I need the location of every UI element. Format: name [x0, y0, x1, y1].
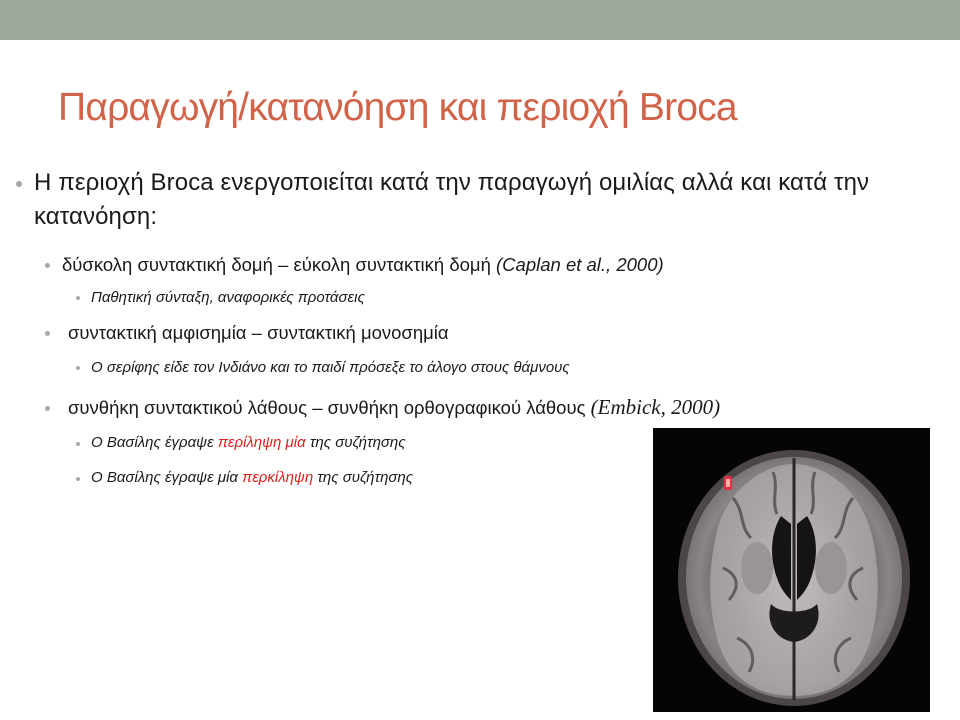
main-bullet: Η περιοχή Broca ενεργοποιείται κατά την παραγωγή ομιλίας αλλά και κατά την κατανόηση:: [34, 169, 870, 230]
bullet-dot: [76, 296, 80, 300]
example-1-highlight: περίληψη μία: [217, 434, 306, 451]
bullet-dot: [76, 366, 80, 370]
sub-bullet-1-example: Παθητική σύνταξη, αναφορικές προτάσεις: [91, 289, 365, 306]
example-2-after: της συζήτησης: [313, 469, 414, 486]
sub-bullet-1-text: δύσκολη συντακτική δομή – εύκολη συντακτική δομή: [62, 254, 497, 275]
sub-bullet-1-citation: (Caplan et al., 2000): [496, 254, 664, 275]
example-2-highlight: περκίληψη: [242, 469, 314, 486]
top-band: [0, 0, 960, 40]
bullet-dot: [16, 181, 22, 187]
bullet-dot: [45, 263, 50, 268]
brain-mri-image: [653, 428, 930, 712]
example-2-before: Ο Βασίλης έγραψε μία: [91, 469, 243, 486]
bullet-dot: [45, 331, 50, 336]
sub-bullet-3-text: συνθήκη συντακτικού λάθους – συνθήκη ορθογραφικού λάθους: [68, 397, 591, 418]
sub-bullet-3-citation: (Embick, 2000): [590, 395, 721, 419]
sub-bullet-3: [68, 394, 720, 421]
sub-bullet-1: [62, 252, 664, 278]
slide-title: Παραγωγή/κατανόηση και περιοχή Broca: [58, 86, 737, 129]
sub-bullet-3-example-1: [91, 432, 406, 454]
bullet-dot: [76, 477, 80, 481]
example-1-before: Ο Βασίλης έγραψε: [91, 434, 218, 451]
sub-bullet-2-example: Ο σερίφης είδε τον Ινδιάνο και το παιδί πρόσεξε το άλογο στους θάμνους: [91, 359, 570, 376]
sub-bullet-3-example-2: [91, 467, 413, 489]
bullet-dot: [45, 406, 50, 411]
bullet-dot: [76, 442, 80, 446]
sub-bullet-2: συντακτική αμφισημία – συντακτική μονοσημία: [68, 322, 449, 343]
example-1-after: της συζήτησης: [305, 434, 406, 451]
